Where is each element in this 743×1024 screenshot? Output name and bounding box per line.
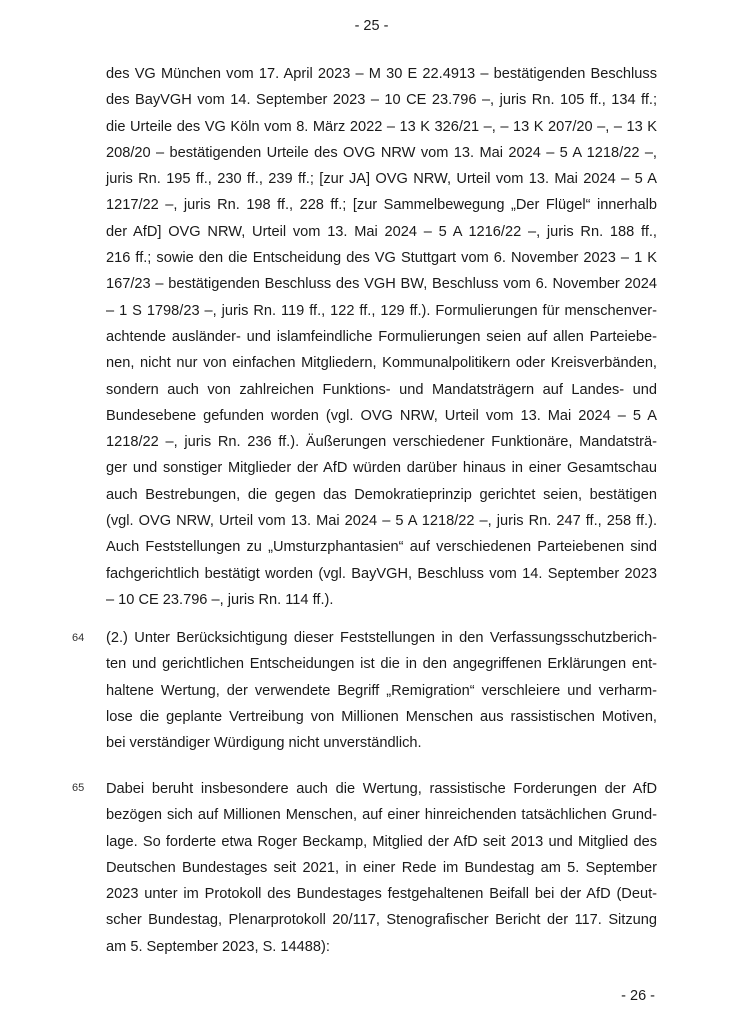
text-line: bezögen sich auf Millionen Menschen, auf einer hinreichenden tatsächlichen Grund- xyxy=(106,807,657,824)
text-line: (vgl. OVG NRW, Urteil vom 13. Mai 2024 – 5 A 1218/22 –, juris Rn. 247 ff., 258 ff.). xyxy=(106,513,657,530)
text-line: am 5. September 2023, S. 14488): xyxy=(106,938,330,955)
text-line: der AfD] OVG NRW, Urteil vom 13. Mai 2024 – 5 A 1216/22 –, juris Rn. 188 ff., xyxy=(106,223,657,240)
text-line: juris Rn. 195 ff., 230 ff., 239 ff.; [zur JA] OVG NRW, Urteil vom 13. Mai 2024 – 5 A xyxy=(106,171,657,188)
paragraph-65 xyxy=(106,776,657,960)
text-line: achtende ausländer- und islamfeindliche Formulierungen seien auf allen Parteiebe- xyxy=(106,328,657,345)
text-line: Deutschen Bundestages seit 2021, in einer Rede im Bundestag am 5. September xyxy=(106,859,657,876)
paragraph-number: 64 xyxy=(72,632,85,644)
text-line: Bundesebene gefunden worden (vgl. OVG NRW, Urteil vom 13. Mai 2024 – 5 A xyxy=(106,407,657,424)
text-line: 2023 unter im Protokoll des Bundestages festgehaltenen Beifall bei der AfD (Deut- xyxy=(106,886,657,903)
text-line: haltene Wertung, der verwendete Begriff „Remigration“ verschleiere und verharm- xyxy=(106,682,657,699)
text-line: 216 ff.; sowie den die Entscheidung des VG Stuttgart vom 6. November 2023 – 1 K xyxy=(106,250,657,267)
text-line: – 1 S 1798/23 –, juris Rn. 119 ff., 122 ff., 129 ff.). Formulierungen für menschenver- xyxy=(106,302,657,319)
text-line: 1218/22 –, juris Rn. 236 ff.). Äußerungen verschiedener Funktionäre, Mandatsträ- xyxy=(106,434,657,451)
continuation-paragraph xyxy=(106,61,657,613)
text-line: (2.) Unter Berücksichtigung dieser Feststellungen in den Verfassungsschutzberich- xyxy=(106,630,657,646)
text-line: 1217/22 –, juris Rn. 198 ff., 228 ff.; [zur Sammelbewegung „Der Flügel“ innerhalb xyxy=(106,197,657,214)
text-line: Auch Feststellungen zu „Umsturzphantasien“ auf verschiedenen Parteiebenen sind xyxy=(106,539,657,556)
page-number-top: - 25 - xyxy=(354,18,389,34)
text-line: scher Bundestag, Plenarprotokoll 20/117, Stenografischer Bericht der 117. Sitzung xyxy=(106,912,657,929)
text-line: Dabei beruht insbesondere auch die Wertung, rassistische Forderungen der AfD xyxy=(106,781,657,797)
text-line: des VG München vom 17. April 2023 – M 30 E 22.4913 – bestätigenden Beschluss xyxy=(106,66,657,82)
text-line: – 10 CE 23.796 –, juris Rn. 114 ff.). xyxy=(106,591,334,608)
text-line: ten und gerichtlichen Entscheidungen ist die in den angegriffenen Erklärungen ent- xyxy=(106,656,657,673)
text-line: des BayVGH vom 14. September 2023 – 10 CE 23.796 –, juris Rn. 105 ff., 134 ff.; xyxy=(106,92,657,109)
text-line: 208/20 – bestätigenden Urteile des OVG NRW vom 13. Mai 2024 – 5 A 1218/22 –, xyxy=(106,144,657,161)
text-line: bei verständiger Würdigung nicht unverständlich. xyxy=(106,735,422,752)
text-line: lose die geplante Vertreibung von Millionen Menschen aus rassistischen Motiven, xyxy=(106,708,657,725)
paragraph-number: 65 xyxy=(72,782,85,794)
text-line: fachgerichtlich bestätigt worden (vgl. BayVGH, Beschluss vom 14. September 2023 xyxy=(106,565,657,582)
page-number-bottom: - 26 - xyxy=(621,988,655,1004)
text-line: lage. So forderte etwa Roger Beckamp, Mitglied der AfD seit 2013 und Mitglied des xyxy=(106,833,657,850)
text-line: ger und sonstiger Mitglieder der AfD würden darüber hinaus in einer Gesamtschau xyxy=(106,460,657,477)
paragraph-64 xyxy=(106,625,657,756)
text-line: die Urteile des VG Köln vom 8. März 2022 – 13 K 326/21 –, – 13 K 207/20 –, – 13 K xyxy=(106,118,657,135)
text-line: 167/23 – bestätigenden Beschluss des VGH BW, Beschluss vom 6. November 2024 xyxy=(106,276,657,293)
text-line: nen, nicht nur von einfachen Mitgliedern, Kommunalpolitikern oder Kreisverbänden, xyxy=(106,355,657,372)
text-line: sondern auch von zahlreichen Funktions- und Mandatsträgern auf Landes- und xyxy=(106,381,657,398)
text-line: auch Bestrebungen, die gegen das Demokratieprinzip gerichtet seien, bestätigen xyxy=(106,486,657,503)
